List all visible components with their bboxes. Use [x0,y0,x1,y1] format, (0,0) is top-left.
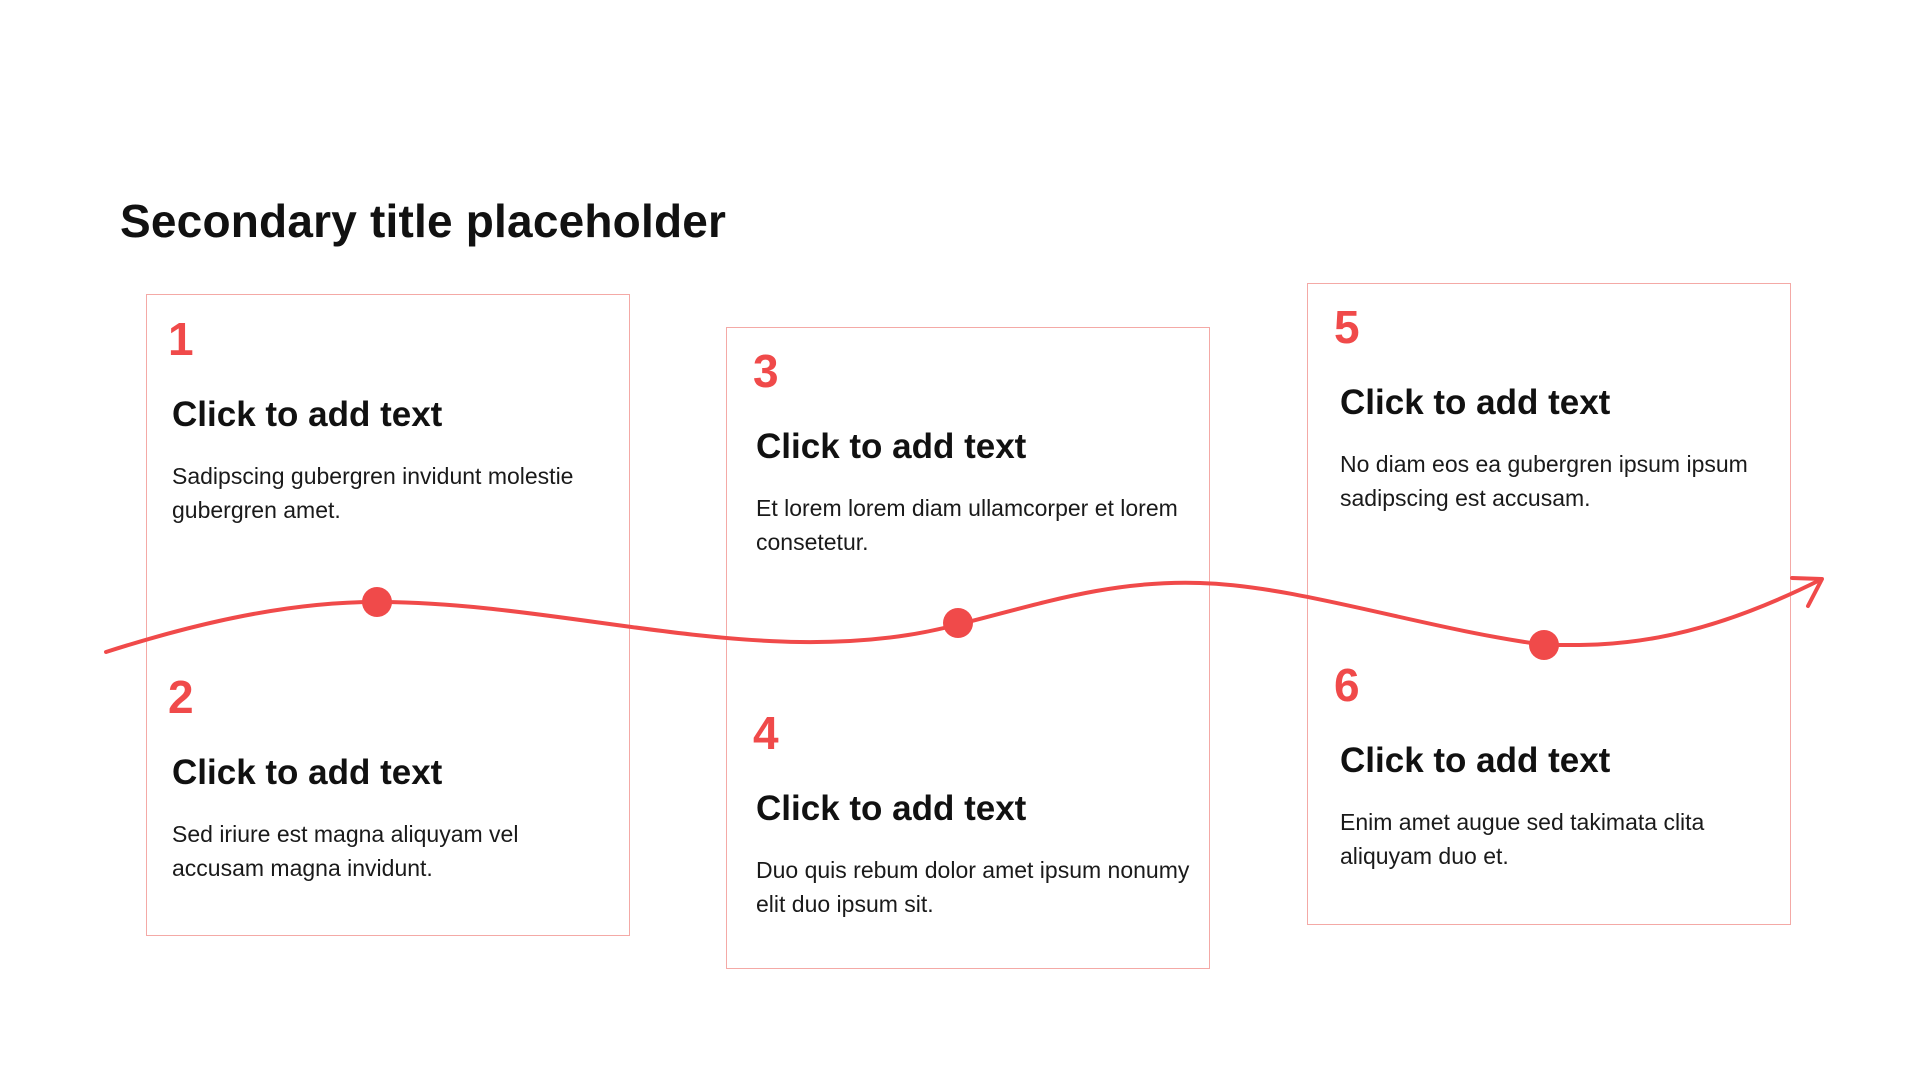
step-heading[interactable]: Click to add text [172,395,443,434]
step-number: 6 [1334,659,1360,711]
step-body[interactable]: Et lorem lorem diam ullamcorper et lorem consetetur. [756,494,1178,555]
page-title[interactable]: Secondary title placeholder [120,195,727,247]
step-heading[interactable]: Click to add text [756,789,1027,828]
step-body[interactable]: Sed iriure est magna aliquyam vel accusam magna invidunt. [172,820,519,881]
step-number: 3 [753,345,779,397]
step-number: 4 [753,707,779,759]
step-2 [168,671,608,885]
step-number: 5 [1334,301,1360,353]
step-heading[interactable]: Click to add text [1340,741,1611,780]
step-body[interactable]: Duo quis rebum dolor amet ipsum nonumy elit duo ipsum sit. [756,856,1190,917]
step-body[interactable]: Enim amet augue sed takimata clita aliquyam duo et. [1340,808,1705,869]
arrowhead-icon [1792,578,1822,606]
step-heading[interactable]: Click to add text [172,753,443,792]
step-body[interactable]: No diam eos ea gubergren ipsum ipsum sadipscing est accusam. [1340,450,1748,511]
step-4 [750,707,1190,921]
step-3 [750,345,1190,559]
step-body[interactable]: Sadipscing gubergren invidunt molestie gubergren amet. [172,462,574,523]
step-number: 1 [168,313,194,365]
step-5 [1334,301,1774,515]
step-6 [1334,659,1774,873]
step-heading[interactable]: Click to add text [1340,383,1611,422]
step-1 [168,313,608,527]
step-number: 2 [168,671,194,723]
step-heading[interactable]: Click to add text [756,427,1027,466]
